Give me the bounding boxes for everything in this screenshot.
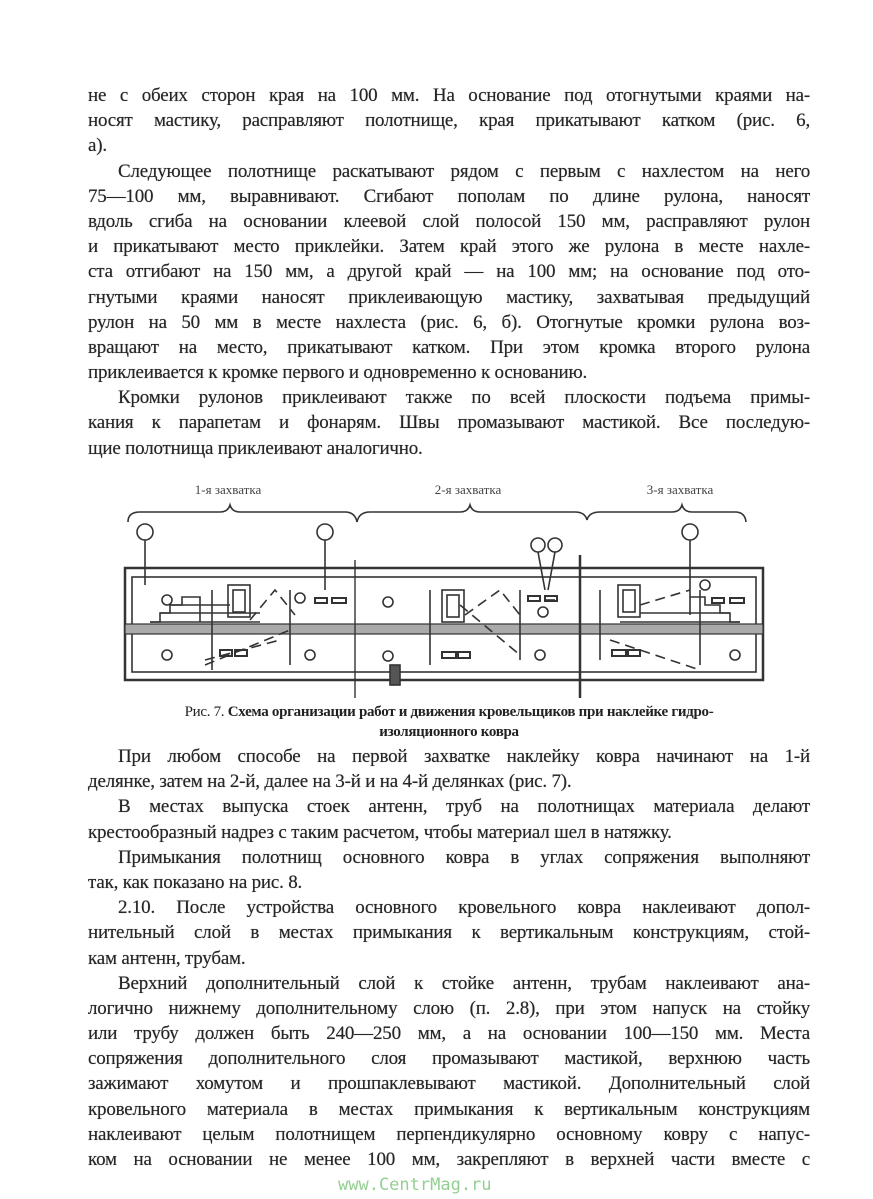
text-line: кания к парапетам и фонарям. Швы промазывают мастикой. Все последую- (88, 412, 810, 434)
text-line: логично нижнему дополнительному слою (п. 2.8), при этом напуск на стойку (88, 997, 810, 1019)
brace-zone-2 (357, 505, 587, 522)
label-zone-2: 2-я захватка (434, 482, 502, 497)
text-line: или трубу должен быть 240—250 мм, а на основании 100—150 мм. Места (88, 1023, 810, 1045)
text-line: ста отгибают на 150 мм, а другой край — на 100 мм; на основание под ото- (88, 261, 810, 283)
caption-title: Схема организации работ и движения кровельщиков при наклейке гидро- (227, 704, 714, 720)
text-line: носят мастику, расправляют полотнище, края прикатывают катком (рис. 6, (88, 110, 810, 132)
text-line: 2.10. После устройства основного кровельного ковра наклеивают допол- (118, 897, 810, 919)
label-zone-1: 1-я захватка (194, 482, 262, 497)
text-line: 75—100 мм, выравнивают. Сгибают пополам по длине рулона, наносят (88, 185, 810, 207)
roll-steps-right (620, 597, 740, 622)
text-line: не с обеих сторон края на 100 мм. На основание под отогнутыми краями на- (88, 85, 810, 106)
text-line: Примыкания полотнищ основного ковра в углах сопряжения выполняют (118, 846, 810, 868)
text-line: и прикатывают место приклейки. Затем край этого же рулона в месте нахле- (88, 236, 810, 258)
roll-steps-left (150, 597, 260, 622)
workplace-marks (162, 580, 740, 661)
text-line: Верхний дополнительный слой к стойке антенн, трубам наклеивают ана- (118, 972, 810, 994)
label-zone-3: 3-я захватка (646, 482, 714, 497)
caption-title-cont: изоляционного ковра (379, 724, 519, 740)
text-line: а). (88, 135, 107, 157)
text-line: щие полотнища приклеивают аналогично. (88, 437, 423, 459)
text-line: крестообразный надрез с таким расчетом, чтобы материал шел в натяжку. (88, 821, 672, 843)
brace-zone-1 (128, 505, 357, 522)
caption-prefix: Рис. 7. (184, 704, 225, 720)
figure-caption (88, 702, 810, 742)
text-line: нительный слой в местах примыкания к вертикальным конструкциям, стой- (88, 922, 810, 944)
brace-zone-3 (587, 505, 746, 522)
text-line: зажимают хомутом и прошпаклевывают мастикой. Дополнительный слой (88, 1073, 810, 1095)
text-line: При любом способе на первой захватке наклейку ковра начинают на 1-й (118, 746, 810, 767)
text-line: приклеивается к кромке первого и одновременно к основанию. (88, 362, 588, 384)
ladder-mark (390, 665, 400, 685)
text-line: сопряжения дополнительного слоя промазывают мастикой, верхнюю часть (88, 1048, 810, 1070)
text-line: кровельного материала в местах примыкания к вертикальным конструкциям (88, 1098, 810, 1120)
text-line: так, как показано на рис. 8. (88, 871, 303, 893)
text-line: вращают на место, прикатывают катком. При этом кромка второго рулона (88, 336, 810, 358)
text-line: гнутыми краями наносят приклеивающую мастику, захватывая предыдущий (88, 286, 810, 308)
text-line: делянке, затем на 2-й, далее на 3-й и на 4-й делянках (рис. 7). (88, 771, 572, 793)
text-line: вдоль сгиба на основании клеевой слой полосой 150 мм, расправляют рулон (88, 210, 810, 232)
text-line: кам антенн, трубам. (88, 947, 246, 969)
text-line: рулон на 50 мм в месте нахлеста (рис. 6, б). Отогнутые кромки рулона воз- (88, 311, 810, 333)
worker-markers (137, 524, 698, 615)
text-line: ком на основании не менее 100 мм, закрепляют в верхней части вместе с (88, 1149, 810, 1170)
text-line: В местах выпуска стоек антенн, труб на полотнищах материала делают (118, 796, 810, 818)
text-line: Следующее полотнище раскатывают рядом с первым с нахлестом на него (118, 160, 810, 182)
roof-center-band (125, 624, 763, 634)
body-text-bottom (88, 744, 810, 1172)
watermark: www.CentrMag.ru (338, 1175, 492, 1195)
text-line: Кромки рулонов приклеивают также по всей плоскости подъема примы- (118, 387, 810, 409)
text-line: наклеивают целым полотнищем перпендикулярно основному ковру с напус- (88, 1123, 810, 1145)
